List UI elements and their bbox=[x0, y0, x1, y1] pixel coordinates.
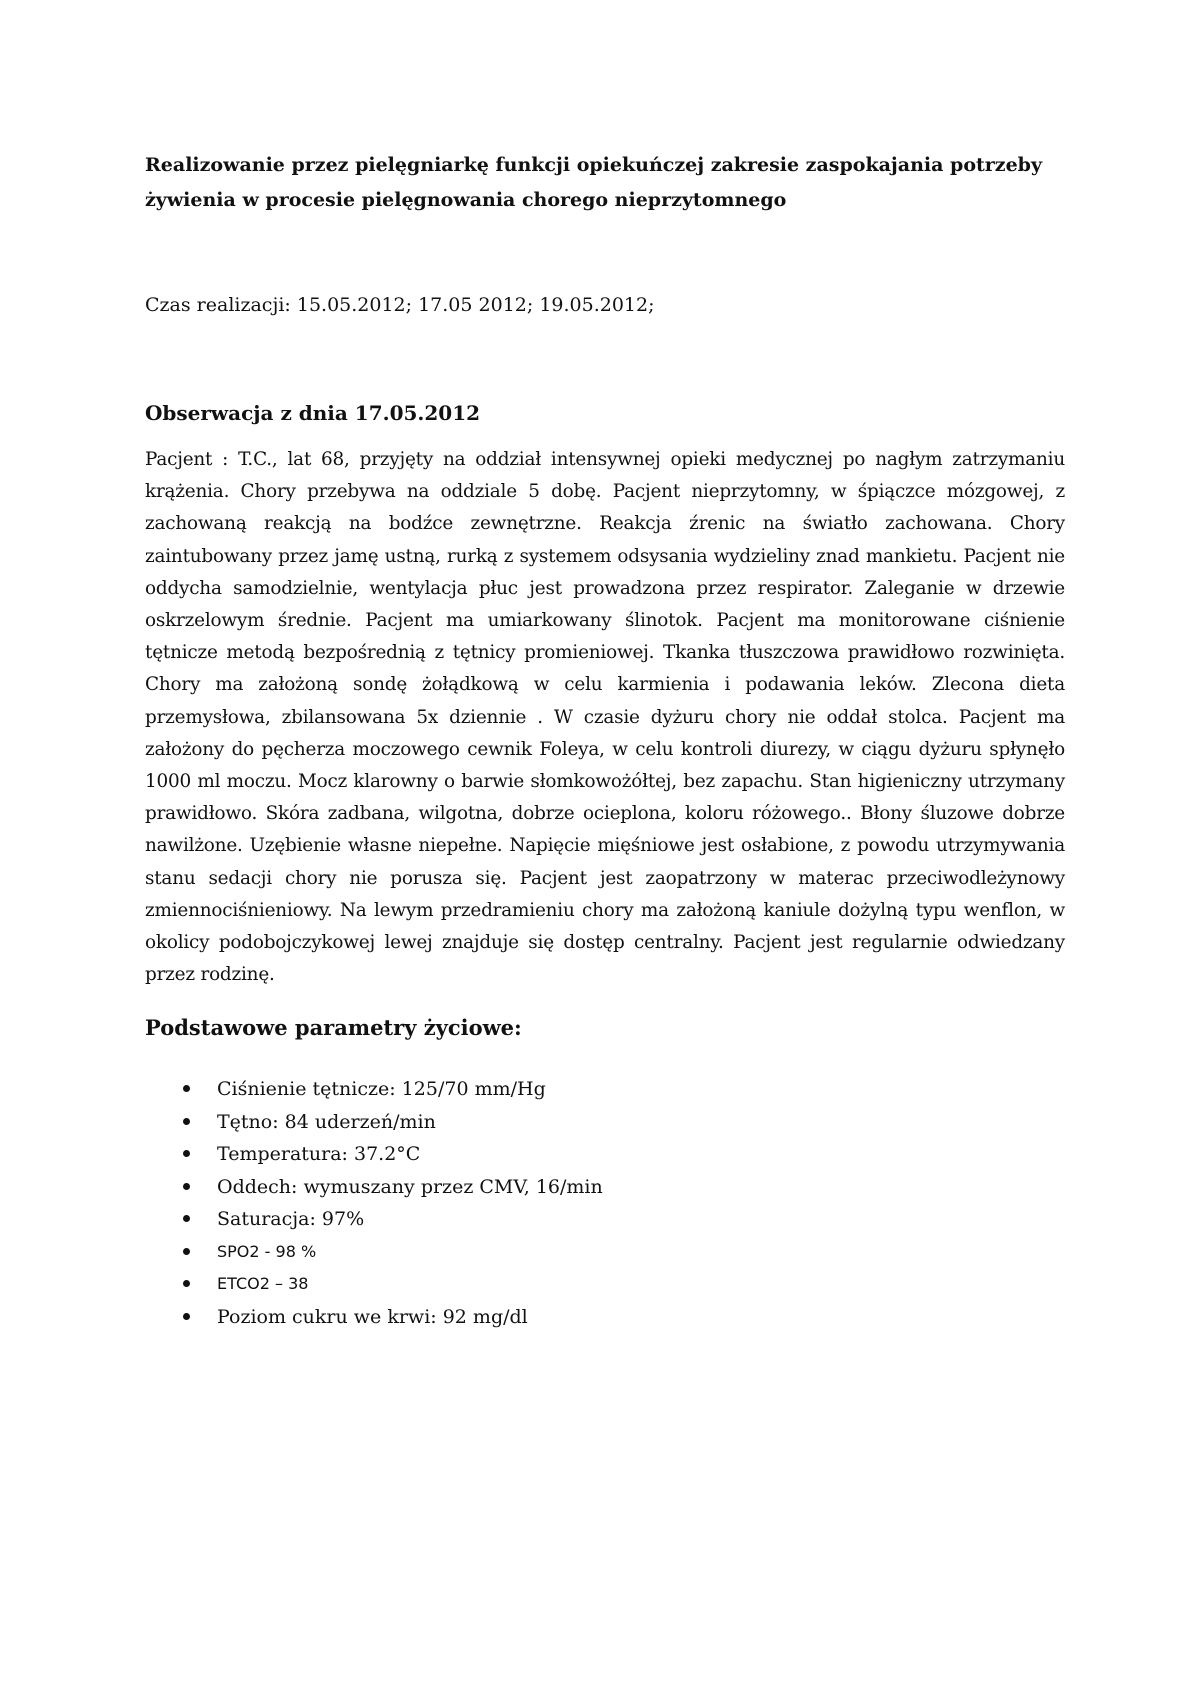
param-text: Saturacja: 97% bbox=[217, 1208, 365, 1231]
params-list bbox=[145, 1073, 1065, 1333]
document-content bbox=[145, 148, 1065, 1333]
list-item bbox=[145, 1073, 1065, 1106]
observation-heading: Obserwacja z dnia 17.05.2012 bbox=[145, 401, 481, 425]
param-text: Oddech: wymuszany przez CMV, 16/min bbox=[217, 1175, 603, 1198]
param-text: Tętno: 84 uderzeń/min bbox=[217, 1110, 436, 1133]
list-item bbox=[145, 1171, 1065, 1204]
list-item bbox=[145, 1301, 1065, 1334]
bullet-icon bbox=[183, 1118, 190, 1125]
param-text: Temperatura: 37.2°C bbox=[217, 1143, 421, 1166]
param-text: SPO2 - 98 % bbox=[217, 1241, 317, 1261]
param-text: ETCO2 – 38 bbox=[217, 1274, 309, 1294]
document-title: Realizowanie przez pielęgniarkę funkcji opiekuńczej zakresie zaspokajania potrzeby żywienia w procesie pielęgnowania chorego nieprzytomnego bbox=[145, 154, 1043, 211]
param-text: Poziom cukru we krwi: 92 mg/dl bbox=[217, 1305, 528, 1328]
bullet-icon bbox=[183, 1215, 190, 1222]
bullet-icon bbox=[183, 1150, 190, 1157]
bullet-icon bbox=[183, 1280, 190, 1287]
bullet-icon bbox=[183, 1248, 190, 1255]
params-heading: Podstawowe parametry życiowe: bbox=[145, 1015, 522, 1041]
observation-text: Pacjent : T.C., lat 68, przyjęty na oddział intensywnej opieki medycznej po nagłym zatrzymaniu krążenia. Chory przebywa na oddziale 5 dobę. Pacjent nieprzytomny, w śpiączce mózgowej, z zachowaną reakcją na bodźce zewnętrzne. Reakcja źrenic na światło zachowana. Chory zaintubowany przez jamę ustną, rurką z systemem odsysania wydzieliny znad mankietu. Pacjent nie oddycha samodzielnie, wentylacja płuc jest prowadzona przez respirator. Zaleganie w drzewie oskrzelowym średnie. Pacjent ma umiarkowany ślinotok. Pacjent ma monitorowane ciśnienie tętnicze metodą bezpośrednią z tętnicy promieniowej. Tkanka tłuszczowa prawidłowo rozwinięta. Chory ma założoną sondę żołądkową w celu karmienia i podawania leków. Zlecona dieta przemysłowa, zbilansowana 5x dziennie . W czasie dyżuru chory nie oddał stolca. Pacjent ma założony do pęcherza moczowego cewnik Foleya, w celu kontroli diurezy, w ciągu dyżuru spłynęło 1000 ml moczu. Mocz klarowny o barwie słomkowożółtej, bez zapachu. Stan higieniczny utrzymany prawidłowo. Skóra zadbana, wilgotna, dobrze ocieplona, koloru różowego.. Błony śluzowe dobrze nawilżone. Uzębienie własne niepełne. Napięcie mięśniowe jest osłabione, z powodu utrzymywania stanu sedacji chory nie porusza się. Pacjent jest zaopatrzony w materac przeciwodleżynowy zmiennociśnieniowy. Na lewym przedramieniu chory ma założoną kaniule dożylną typu wenflon, w okolicy podobojczykowej lewej znajduje się dostęp centralny. Pacjent jest regularnie odwiedzany przez rodzinę. bbox=[145, 449, 1065, 986]
param-text: Ciśnienie tętnicze: 125/70 mm/Hg bbox=[217, 1078, 546, 1101]
time-line: Czas realizacji: 15.05.2012; 17.05 2012; 19.05.2012; bbox=[145, 294, 655, 316]
bullet-icon bbox=[183, 1313, 190, 1320]
list-item bbox=[145, 1138, 1065, 1171]
list-item bbox=[145, 1106, 1065, 1139]
list-item bbox=[145, 1268, 1065, 1301]
list-item bbox=[145, 1236, 1065, 1269]
list-item bbox=[145, 1203, 1065, 1236]
bullet-icon bbox=[183, 1085, 190, 1092]
bullet-icon bbox=[183, 1183, 190, 1190]
